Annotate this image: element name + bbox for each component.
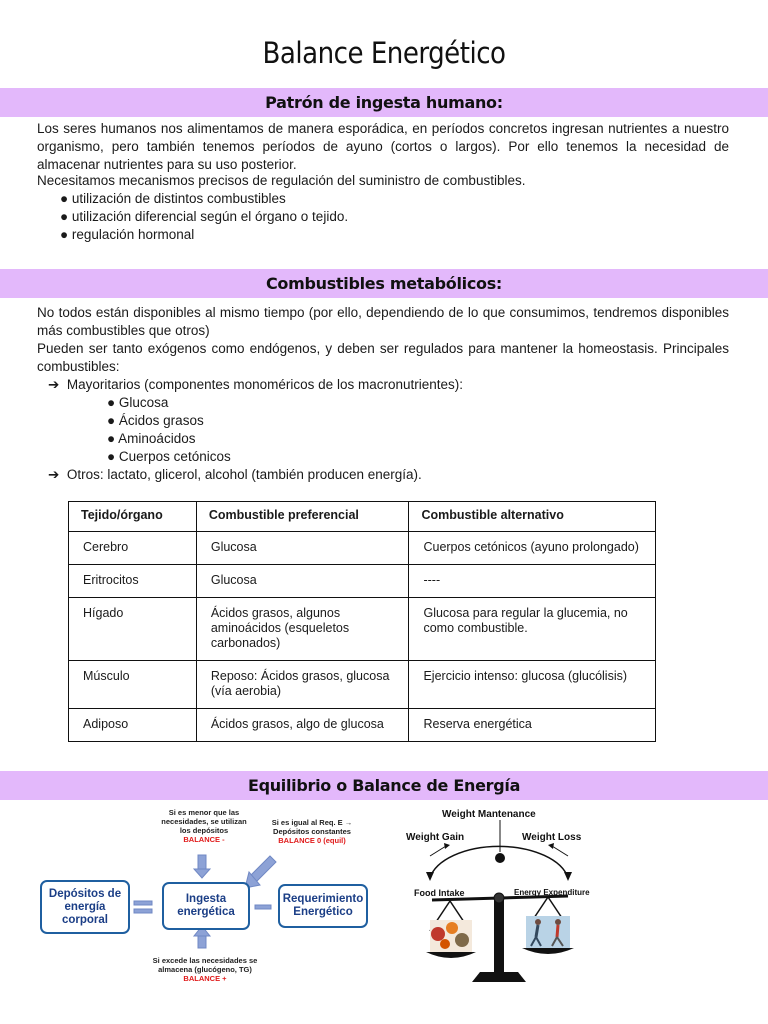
- table-header-cell: Combustible preferencial: [196, 502, 409, 532]
- energy-expenditure-label: Energy Expenditure: [514, 888, 590, 897]
- table-header-cell: Tejido/órgano: [69, 502, 197, 532]
- intake-bullet: ● utilización diferencial según el órgano o tejido.: [60, 209, 349, 224]
- bullet-icon: ●: [60, 191, 72, 206]
- table-cell: Ejercicio intenso: glucosa (glucólisis): [409, 661, 656, 709]
- arrow-down-icon: [194, 855, 210, 878]
- negative-balance-label: BALANCE -: [183, 835, 225, 844]
- minus-icon: [255, 905, 271, 909]
- intake-bullet: ● utilización de distintos combustibles: [60, 191, 286, 206]
- weight-maintenance-label: Weight Mantenance: [442, 809, 536, 820]
- deposits-box: Depósitos de energía corporal: [40, 880, 130, 934]
- fuels-arrow-item-other: ➔ Otros: lactato, glicerol, alcohol (también producen energía).: [48, 467, 422, 482]
- table-cell: Ácidos grasos, algunos aminoácidos (esqueletos carbonados): [196, 598, 409, 661]
- table-cell: ----: [409, 565, 656, 598]
- table-cell: Adiposo: [69, 709, 197, 742]
- page-title: Balance Energético: [262, 36, 506, 70]
- section-header-balance: Equilibrio o Balance de Energía: [0, 771, 768, 800]
- fuels-table: [68, 501, 656, 742]
- equilibrium-balance-label: BALANCE 0 (equil): [278, 836, 346, 845]
- negative-balance-note: Si es menor que las necesidades, se utilizan los depósitos BALANCE -: [156, 808, 252, 844]
- fuels-arrow-item-major: ➔ Mayoritarios (componentes monoméricos de los macronutrientes):: [48, 377, 463, 392]
- intake-paragraph-1: Los seres humanos nos alimentamos de manera esporádica, en períodos concretos ingresan nutrientes a nuestro organismo, pero también tenemos períodos de ayuno (cortos o largos). Por ello tenemos la necesidad de almacenar nutrientes para su uso posterior.: [37, 121, 729, 172]
- table-cell: Eritrocitos: [69, 565, 197, 598]
- weight-scale-illustration: [400, 806, 610, 992]
- bullet-icon: ●: [107, 395, 119, 410]
- bullet-icon: ●: [107, 449, 119, 464]
- requirement-box: Requerimiento Energético: [278, 884, 368, 928]
- bullet-icon: ●: [60, 227, 72, 242]
- food-intake-label: Food Intake: [414, 888, 465, 898]
- fuels-sub-bullet: ● Cuerpos cetónicos: [107, 449, 231, 464]
- intake-paragraph-2: Necesitamos mecanismos precisos de regulación del suministro de combustibles.: [37, 173, 526, 188]
- fuels-sub-bullet: ● Ácidos grasos: [107, 413, 204, 428]
- table-cell: Glucosa: [196, 532, 409, 565]
- intake-bullet: ● regulación hormonal: [60, 227, 195, 242]
- table-row: [69, 565, 656, 598]
- fuels-paragraph-1: No todos están disponibles al mismo tiempo (por ello, dependiendo de lo que consumimos, tendremos disponibles más combustibles que otros): [37, 305, 729, 338]
- table-cell: Músculo: [69, 661, 197, 709]
- bullet-icon: ●: [107, 431, 119, 446]
- table-row: [69, 709, 656, 742]
- table-header-row: [69, 502, 656, 532]
- table-cell: Cerebro: [69, 532, 197, 565]
- equilibrium-note: Si es igual al Req. E → Depósitos constantes BALANCE 0 (equil): [260, 818, 364, 845]
- table-row: [69, 598, 656, 661]
- equals-icon: [134, 901, 152, 913]
- section-header-fuels: Combustibles metabólicos:: [0, 269, 768, 298]
- arrow-right-icon: ➔: [48, 467, 67, 482]
- table-cell: Glucosa: [196, 565, 409, 598]
- table-row: [69, 532, 656, 565]
- fuels-sub-bullet: ● Glucosa: [107, 395, 169, 410]
- table-header-cell: Combustible alternativo: [409, 502, 656, 532]
- fuels-paragraph-2: Pueden ser tanto exógenos como endógenos, y deben ser regulados para mantener la homeostasis. Principales combustibles:: [37, 341, 729, 374]
- fuels-sub-bullet: ● Aminoácidos: [107, 431, 196, 446]
- energy-balance-diagram: [38, 806, 368, 996]
- food-intake-icon: [430, 920, 472, 952]
- table-cell: Ácidos grasos, algo de glucosa: [196, 709, 409, 742]
- table-cell: Reposo: Ácidos grasos, glucosa (vía aerobia): [196, 661, 409, 709]
- table-cell: Hígado: [69, 598, 197, 661]
- table-row: [69, 661, 656, 709]
- table-cell: Glucosa para regular la glucemia, no como combustible.: [409, 598, 656, 661]
- intake-box: Ingesta energética: [162, 882, 250, 930]
- table-cell: Reserva energética: [409, 709, 656, 742]
- arrow-right-icon: ➔: [48, 377, 67, 392]
- arrow-diagonal-icon: [245, 856, 276, 888]
- exercise-icon: [526, 916, 570, 948]
- positive-balance-note: Si excede las necesidades se almacena (glucógeno, TG) BALANCE +: [150, 956, 260, 983]
- weight-gain-label: Weight Gain: [406, 832, 465, 843]
- table-cell: Cuerpos cetónicos (ayuno prolongado): [409, 532, 656, 565]
- bullet-icon: ●: [107, 413, 119, 428]
- section-header-intake: Patrón de ingesta humano:: [0, 88, 768, 117]
- bullet-icon: ●: [60, 209, 72, 224]
- weight-loss-label: Weight Loss: [522, 832, 582, 843]
- positive-balance-label: BALANCE +: [183, 974, 227, 983]
